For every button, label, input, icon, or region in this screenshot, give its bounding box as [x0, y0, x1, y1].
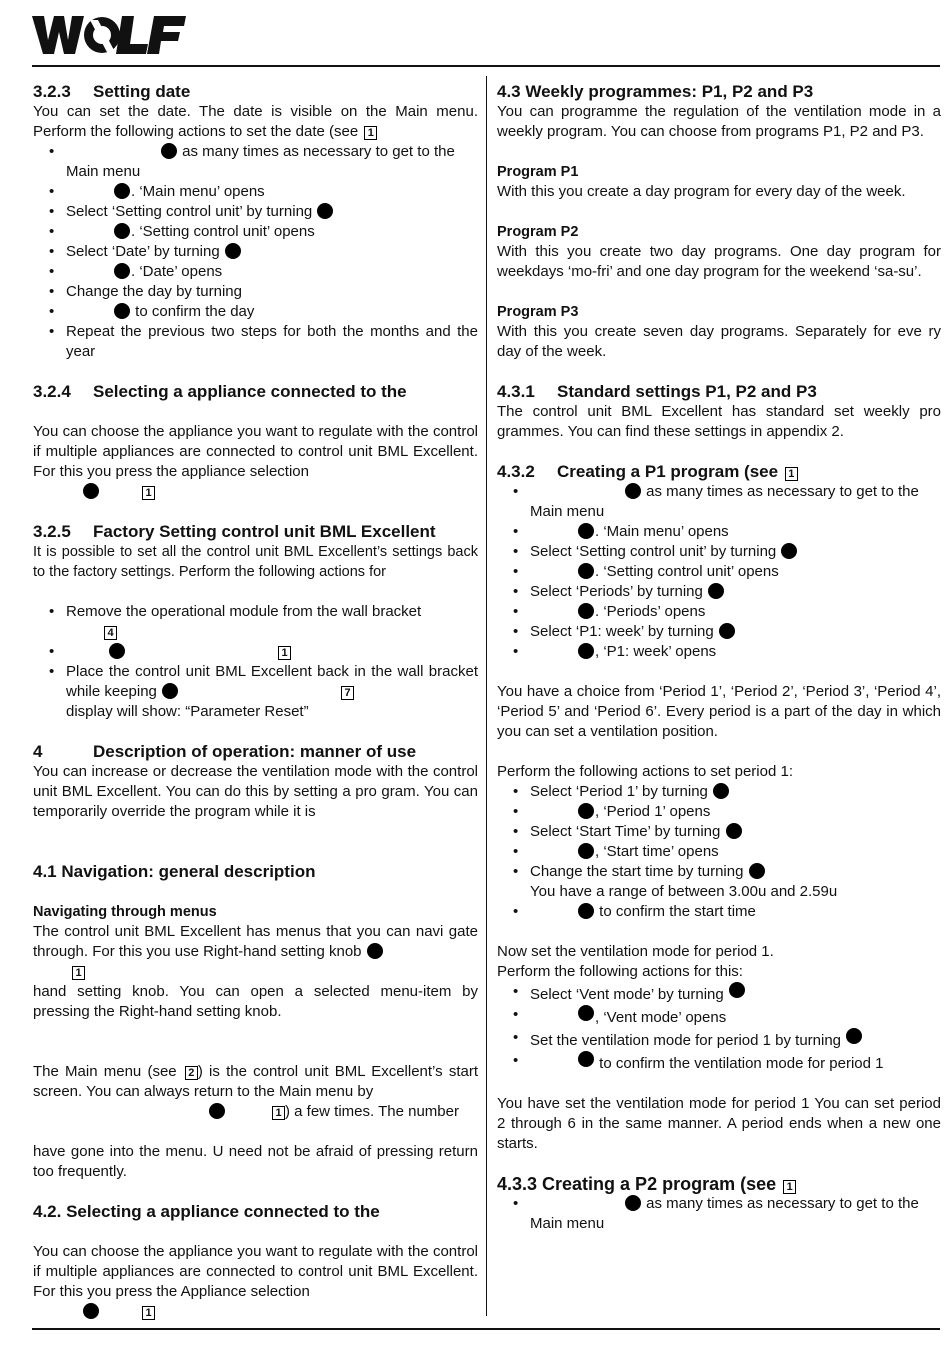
knob-icon: [162, 683, 178, 699]
section-3-2-5-heading: 3.2.5 Factory Setting control unit BML Excellent: [33, 522, 436, 541]
list-item: • Repeat the previous two steps for both the months and the year: [33, 322, 478, 362]
list-item: • to confirm the day: [33, 302, 478, 322]
knob-icon: [83, 1303, 99, 1319]
date-steps-list: [33, 142, 478, 362]
perform-text: Perform the following actions to set period 1:: [497, 763, 793, 780]
period-choice-text: You have a choice from ‘Period 1’, ‘Period 2’, ‘Period 3’, ‘Period 4’, ‘Period 5’ and ‘Period 6’. Every period is a part of the day in which you can set a ventilation position.: [497, 683, 941, 740]
knob-icon: [713, 783, 729, 799]
figure-ref: 1: [142, 1306, 155, 1320]
knob-icon: [578, 563, 594, 579]
vent-intro-text-2: Perform the following actions for this:: [497, 963, 743, 980]
list-item: • Remove the operational module from the wall bracket 4: [33, 602, 478, 642]
wolf-logo: [32, 14, 187, 56]
knob-icon: [114, 183, 130, 199]
list-item: • to confirm the start time: [497, 902, 941, 922]
knob-icon: [578, 643, 594, 659]
p1-steps-list: [497, 482, 941, 662]
section-4-3-1-text: The control unit BML Excellent has standard set weekly pro grammes. You can find these settings in appendix 2.: [497, 403, 941, 440]
list-item: [33, 642, 478, 662]
section-4-text: You can increase or decrease the ventilation mode with the control unit BML Excellent. You can do this by setting a pro gram. You can temporarily override the program while it is: [33, 763, 478, 820]
knob-icon: [317, 203, 333, 219]
list-item: • Select ‘Date’ by turning: [33, 242, 478, 262]
figure-ref: 1: [278, 646, 291, 660]
knob-icon: [578, 603, 594, 619]
list-item: • Select ‘Start Time’ by turning: [497, 822, 941, 842]
period-steps-list: [497, 782, 941, 922]
knob-icon: [225, 243, 241, 259]
section-4-3-3-heading: 4.3.3 Creating a P2 program (see 1: [497, 1174, 941, 1194]
section-3-2-5-text: It is possible to set all the control unit BML Excellent’s settings back to the factory settings. Perform the following actions for: [33, 544, 478, 580]
program-p1-subheading: Program P1: [497, 164, 579, 180]
knob-icon: [161, 143, 177, 159]
figure-ref: 1: [272, 1106, 285, 1120]
p2-steps-list: [497, 1194, 941, 1234]
list-item: • . ‘Periods’ opens: [497, 602, 941, 622]
section-4-3-text: You can programme the regulation of the ventilation mode in a weekly program. You can choose from programs P1, P2 and P3.: [497, 103, 941, 140]
program-p1-text: With this you create a day program for every day of the week.: [497, 183, 906, 200]
knob-icon: [578, 1051, 594, 1067]
list-item: • , ‘Vent mode’ opens: [497, 1005, 941, 1028]
section-3-2-3-heading: 3.2.3 Setting date: [33, 82, 191, 101]
knob-icon: [729, 982, 745, 998]
list-item: • Select ‘P1: week’ by turning: [497, 622, 941, 642]
program-p2-text: With this you create two day programs. One day program for weekdays ‘mo-fri’ and one day program for the weekend ‘sa-su’.: [497, 243, 941, 280]
knob-icon: [114, 303, 130, 319]
list-item: • , ‘P1: week’ opens: [497, 642, 941, 662]
section-4-heading: 4 Description of operation: manner of use: [33, 742, 417, 761]
list-item: • , ‘Start time’ opens: [497, 842, 941, 862]
list-item: • Set the ventilation mode for period 1 by turning: [497, 1028, 941, 1051]
knob-icon: [578, 1005, 594, 1021]
figure-ref: 4: [104, 626, 117, 640]
vent-intro-text: Now set the ventilation mode for period 1.: [497, 943, 774, 960]
section-4-2-heading: 4.2. Selecting a appliance connected to the: [33, 1202, 380, 1221]
program-p2-subheading: Program P2: [497, 224, 579, 240]
knob-icon: [781, 543, 797, 559]
knob-icon: [726, 823, 742, 839]
list-item: • Change the start time by turning You have a range of between 3.00u and 2.59u: [497, 862, 941, 902]
knob-icon: [578, 843, 594, 859]
knob-icon: [578, 903, 594, 919]
list-item: • Place the control unit BML Excellent back in the wall bracket while keeping 7 display will show: “Parameter Reset”: [33, 662, 478, 722]
section-4-2-text: You can choose the appliance you want to regulate with the control if multiple appliances are connected to control unit BML Excellent. For this you press the Appliance selection 1: [33, 1243, 478, 1319]
navigating-text: The control unit BML Excellent has menus that you can navi gate through. For this you use Right-hand setting knob 1: [33, 923, 478, 979]
list-item: • . ‘Setting control unit’ opens: [497, 562, 941, 582]
list-item: • Select ‘Vent mode’ by turning: [497, 982, 941, 1005]
figure-ref: 2: [185, 1066, 198, 1080]
list-item: • Change the day by turning: [33, 282, 478, 302]
figure-ref: 1: [72, 966, 85, 980]
list-item: • Select ‘Period 1’ by turning: [497, 782, 941, 802]
knob-icon: [625, 1195, 641, 1211]
knob-icon: [109, 643, 125, 659]
list-item: • . ‘Setting control unit’ opens: [33, 222, 478, 242]
main-menu-text: The Main menu (see 2 ) is the control unit BML Excellent’s start screen. You can always return to the Main menu by 1 ) a few times. The number: [33, 1063, 478, 1120]
section-4-3-2-heading: 4.3.2 Creating a P1 program (see 1: [497, 462, 941, 482]
figure-ref: 7: [341, 686, 354, 700]
list-item: • , ‘Period 1’ opens: [497, 802, 941, 822]
knob-icon: [708, 583, 724, 599]
list-item: • . ‘Main menu’ opens: [33, 182, 478, 202]
knob-icon: [367, 943, 383, 959]
factory-steps-list: [33, 602, 478, 722]
list-item: • Select ‘Setting control unit’ by turning: [33, 202, 478, 222]
knob-icon: [114, 263, 130, 279]
list-item: • as many times as necessary to get to the Main menu: [33, 142, 478, 182]
navigating-text-2: hand setting knob. You can open a selected menu-item by pressing the Right-hand setting knob.: [33, 983, 478, 1020]
knob-icon: [719, 623, 735, 639]
list-item: • Select ‘Setting control unit’ by turning: [497, 542, 941, 562]
list-item: • as many times as necessary to get to the Main menu: [497, 1194, 941, 1234]
figure-ref: 1: [783, 1180, 796, 1194]
navigating-subheading: Navigating through menus: [33, 904, 217, 920]
knob-icon: [209, 1103, 225, 1119]
program-p3-text: With this you create seven day programs. Separately for eve ry day of the week.: [497, 323, 941, 360]
section-3-2-3-text: You can set the date. The date is visible on the Main menu. Perform the following actions to set the date (see 1: [33, 103, 478, 140]
figure-ref: 1: [142, 486, 155, 500]
knob-icon: [846, 1028, 862, 1044]
section-4-3-1-heading: 4.3.1 Standard settings P1, P2 and P3: [497, 382, 817, 401]
knob-icon: [83, 483, 99, 499]
period-done-text: You have set the ventilation mode for period 1 You can set period 2 through 6 in the same manner. A period ends when a new one starts.: [497, 1095, 941, 1152]
list-item: • Select ‘Periods’ by turning: [497, 582, 941, 602]
header-rule: [32, 65, 940, 67]
section-4-3-heading: 4.3 Weekly programmes: P1, P2 and P3: [497, 82, 814, 101]
list-item: • as many times as necessary to get to the Main menu: [497, 482, 941, 522]
vent-steps-list: [497, 982, 941, 1074]
knob-icon: [114, 223, 130, 239]
list-item: • . ‘Date’ opens: [33, 262, 478, 282]
list-item: • . ‘Main menu’ opens: [497, 522, 941, 542]
knob-icon: [625, 483, 641, 499]
footer-rule: [32, 1328, 940, 1330]
knob-icon: [749, 863, 765, 879]
figure-ref: 1: [785, 467, 798, 481]
menu-return-text: have gone into the menu. U need not be afraid of pressing return too frequently.: [33, 1143, 478, 1180]
list-item: • to confirm the ventilation mode for period 1: [497, 1051, 941, 1074]
knob-icon: [578, 523, 594, 539]
program-p3-subheading: Program P3: [497, 304, 579, 320]
section-4-1-heading: 4.1 Navigation: general description: [33, 862, 316, 881]
right-column: [497, 82, 941, 1234]
left-column: [33, 82, 478, 1322]
column-divider: [486, 76, 487, 1316]
figure-ref: 1: [364, 126, 377, 140]
section-3-2-4-text: You can choose the appliance you want to regulate with the control if multiple appliances are connected to control unit BML Excellent. For this you press the appliance selection 1: [33, 423, 478, 499]
section-3-2-4-heading: 3.2.4 Selecting a appliance connected to the: [33, 382, 407, 401]
knob-icon: [578, 803, 594, 819]
